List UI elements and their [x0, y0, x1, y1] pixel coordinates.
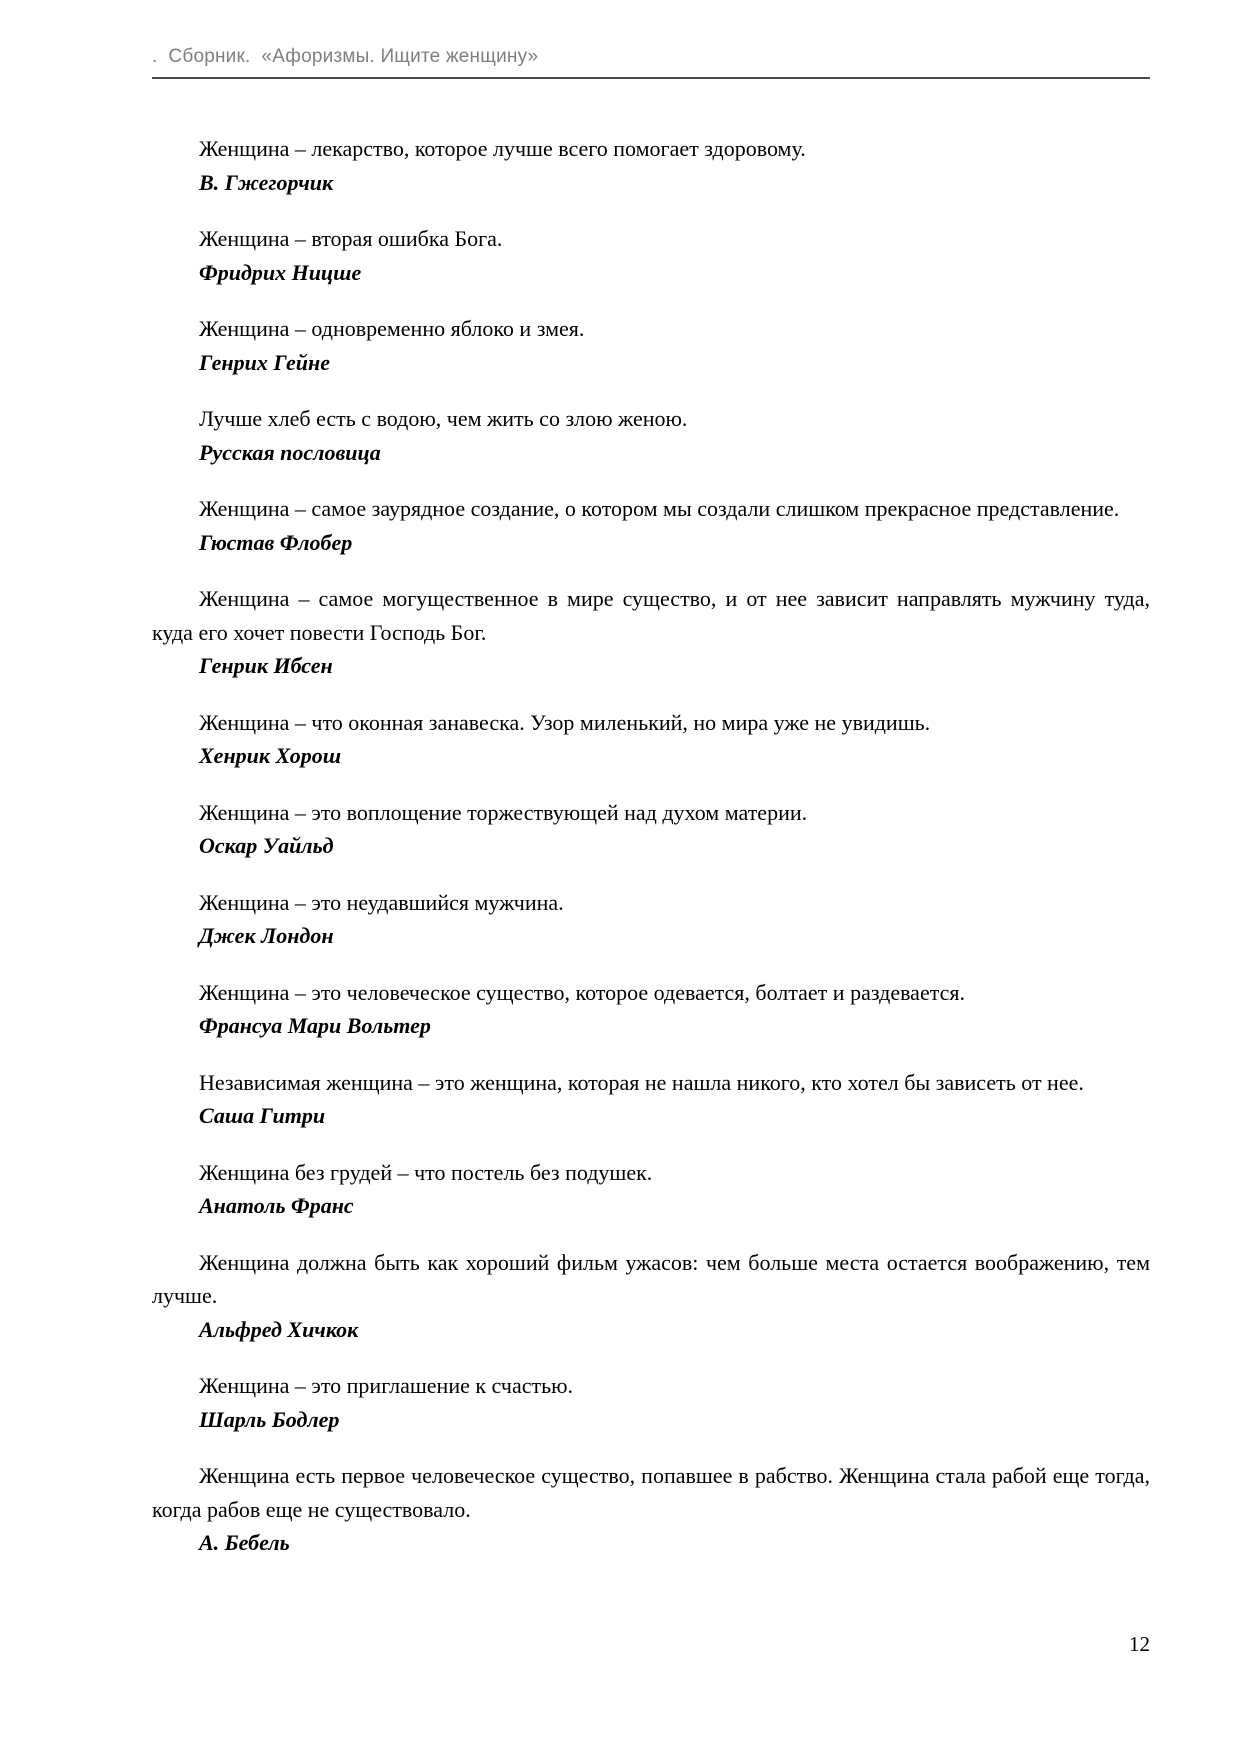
quote-author: Гюстав Флобер — [199, 529, 353, 555]
document-page — [152, 0, 1150, 1583]
quote-text: Женщина – одновременно яблоко и змея. — [199, 316, 585, 341]
quote-text: Женщина есть первое человеческое существо, попавшее в рабство. Женщина стала рабой еще тогда, когда рабов еще не существовало. — [152, 1463, 1150, 1522]
quote-text: Женщина – лекарство, которое лучше всего помогает здоровому. — [199, 136, 806, 161]
quote-text: Женщина без грудей – что постель без подушек. — [199, 1159, 653, 1185]
quote-author: В. Гжегорчик — [199, 169, 334, 195]
quote-author: Оскар Уайльд — [199, 833, 334, 858]
quote-block — [152, 132, 1150, 199]
quote-text: Независимая женщина – это женщина, которая не нашла никого, кто хотел бы зависеть от нее. — [199, 1069, 1084, 1095]
quote-text: Женщина – это воплощение торжествующей над духом материи. — [199, 799, 808, 825]
quote-block — [152, 1066, 1150, 1133]
header-rule — [152, 77, 1150, 79]
quote-block — [152, 222, 1150, 289]
quote-author: Фридрих Ницше — [199, 259, 362, 285]
quote-block — [152, 492, 1150, 559]
quote-block — [152, 796, 1150, 863]
quote-text: Женщина – самое могущественное в мире существо, и от нее зависит направлять мужчину туда, куда его хочет повести Господь Бог. — [152, 586, 1150, 645]
quote-block — [152, 706, 1150, 773]
quote-author: Анатоль Франс — [199, 1193, 354, 1218]
quote-author: Джек Лондон — [199, 923, 334, 948]
quote-text: Женщина – самое заурядное создание, о котором мы создали слишком прекрасное представление. — [199, 496, 1120, 521]
quote-author: Франсуа Мари Вольтер — [199, 1013, 431, 1038]
quote-author: Шарль Бодлер — [199, 1406, 340, 1432]
quote-block — [152, 1246, 1150, 1347]
quote-author: Генрих Гейне — [199, 349, 330, 375]
quote-author: Русская пословица — [199, 439, 381, 465]
quote-block — [152, 886, 1150, 953]
quote-text: Женщина – вторая ошибка Бога. — [199, 226, 503, 251]
quote-block — [152, 976, 1150, 1043]
quote-text: Женщина – что оконная занавеска. Узор миленький, но мира уже не увидишь. — [199, 709, 931, 735]
quote-text: Женщина – это приглашение к счастью. — [199, 1373, 574, 1398]
quote-block — [152, 402, 1150, 469]
quote-text: Женщина – это неудавшийся мужчина. — [199, 889, 564, 915]
quote-text: Женщина должна быть как хороший фильм ужасов: чем больше места остается воображению, тем лучше. — [152, 1249, 1150, 1308]
quote-block — [152, 582, 1150, 683]
quote-block — [152, 1156, 1150, 1223]
quote-block — [152, 1369, 1150, 1436]
quote-author: Генрик Ибсен — [199, 653, 333, 678]
quote-author: Хенрик Хорош — [199, 743, 342, 768]
running-header: . Сборник. «Афоризмы. Ищите женщину» — [152, 46, 539, 67]
page-number: 12 — [1129, 1632, 1150, 1656]
quote-author: Альфред Хичкок — [199, 1316, 359, 1342]
quote-author: Саша Гитри — [199, 1103, 326, 1128]
quote-block — [152, 312, 1150, 379]
quote-author: А. Бебель — [199, 1530, 290, 1555]
quote-text: Женщина – это человеческое существо, которое одевается, болтает и раздевается. — [199, 979, 965, 1005]
quotes-list — [152, 132, 1150, 1560]
quote-block — [152, 1459, 1150, 1560]
quote-text: Лучше хлеб есть с водою, чем жить со злою женою. — [199, 406, 688, 431]
